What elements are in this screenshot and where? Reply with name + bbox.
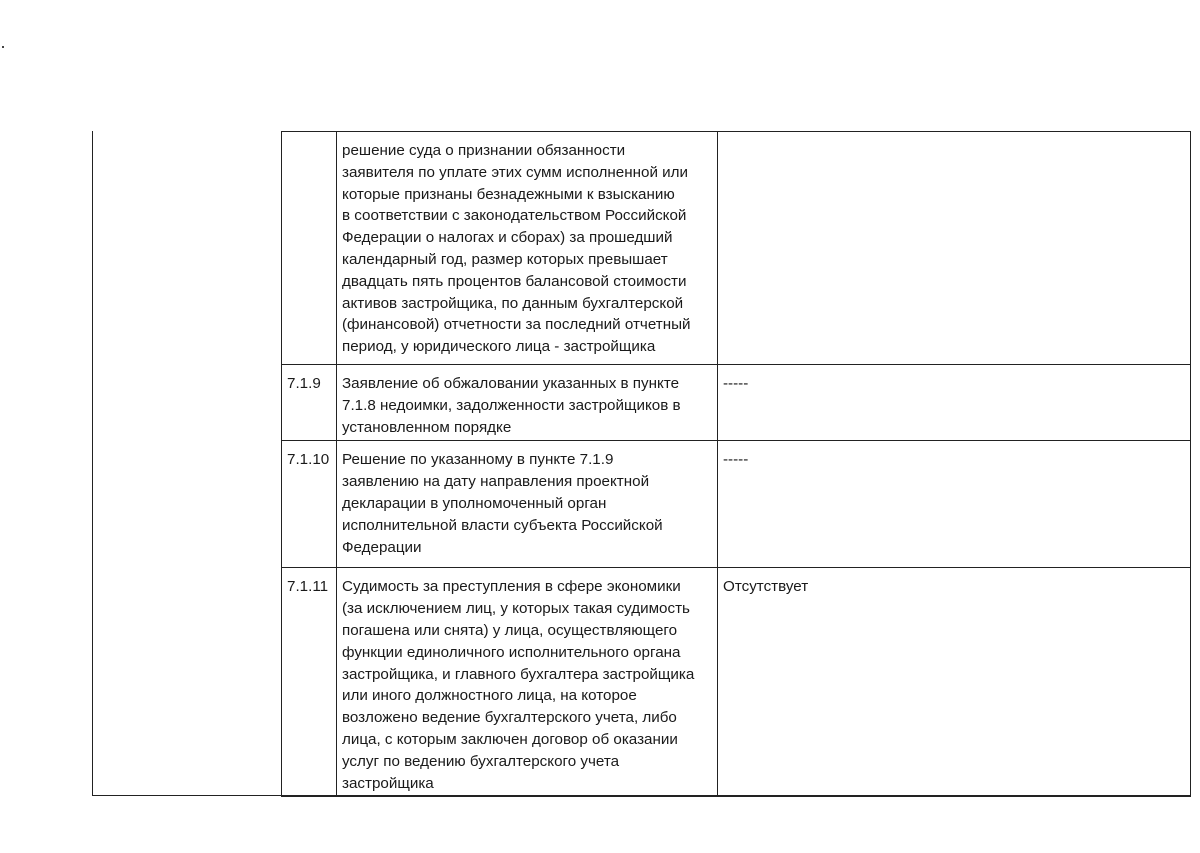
row-value: ----- — [718, 441, 1191, 568]
description-line: (финансовой) отчетности за последний отчетный — [342, 316, 691, 334]
description-line: активов застройщика, по данным бухгалтерской — [342, 294, 684, 312]
table-row-continuation — [282, 132, 1191, 365]
description-line: возложено ведение бухгалтерского учета, либо — [342, 709, 677, 727]
description-line: Федерации о налогах и сборах) за прошедший — [342, 229, 673, 247]
declaration-table — [281, 131, 1191, 797]
description-line: декларации в уполномоченный орган — [342, 494, 607, 512]
description-line: заявителя по уплате этих сумм исполненной или — [342, 163, 689, 181]
row-number — [282, 132, 337, 365]
description-line: Судимость за преступления в сфере экономики — [342, 578, 681, 596]
description-line: которые признаны безнадежными к взысканию — [342, 185, 675, 203]
description-line: Федерации — [342, 538, 422, 556]
description-line: исполнительной власти субъекта Российской — [342, 516, 663, 534]
row-value: ----- — [718, 365, 1191, 441]
description-line: двадцать пять процентов балансовой стоимости — [342, 272, 687, 290]
row-description — [337, 132, 718, 365]
row-value: Отсутствует — [718, 568, 1191, 797]
description-line: лица, с которым заключен договор об оказании — [342, 730, 678, 748]
row-number: 7.1.11 — [282, 568, 337, 797]
page-frame-left-line — [92, 131, 93, 796]
description-line: Заявление об обжаловании указанных в пункте — [342, 375, 680, 392]
description-line: календарный год, размер которых превышает — [342, 250, 668, 268]
description-line: застройщика, и главного бухгалтера застройщика — [342, 665, 695, 683]
description-line: или иного должностного лица, на которое — [342, 687, 637, 705]
row-description — [337, 568, 718, 797]
description-line: решение суда о признании обязанности — [342, 142, 626, 159]
row-description — [337, 365, 718, 441]
description-line: в соответствии с законодательством Российской — [342, 207, 687, 225]
row-number: 7.1.10 — [282, 441, 337, 568]
description-line: период, у юридического лица - застройщика — [342, 338, 656, 356]
description-line: 7.1.8 недоимки, задолженности застройщиков в — [342, 396, 681, 414]
description-line: (за исключением лиц, у которых такая судимость — [342, 600, 690, 618]
description-line: услуг по ведению бухгалтерского учета — [342, 752, 620, 770]
description-line: заявлению на дату направления проектной — [342, 473, 650, 491]
scan-speck — [2, 46, 4, 48]
description-line: погашена или снята) у лица, осуществляющего — [342, 621, 678, 639]
row-description — [337, 441, 718, 568]
table-row-7-1-9 — [282, 365, 1191, 441]
description-line: функции единоличного исполнительного органа — [342, 643, 681, 661]
table-row-7-1-10 — [282, 441, 1191, 568]
description-line: застройщика — [342, 774, 434, 792]
row-number: 7.1.9 — [282, 365, 337, 441]
table-row-7-1-11 — [282, 568, 1191, 797]
row-value — [718, 132, 1191, 365]
description-line: установленном порядке — [342, 418, 512, 436]
description-line: Решение по указанному в пункте 7.1.9 — [342, 451, 614, 469]
